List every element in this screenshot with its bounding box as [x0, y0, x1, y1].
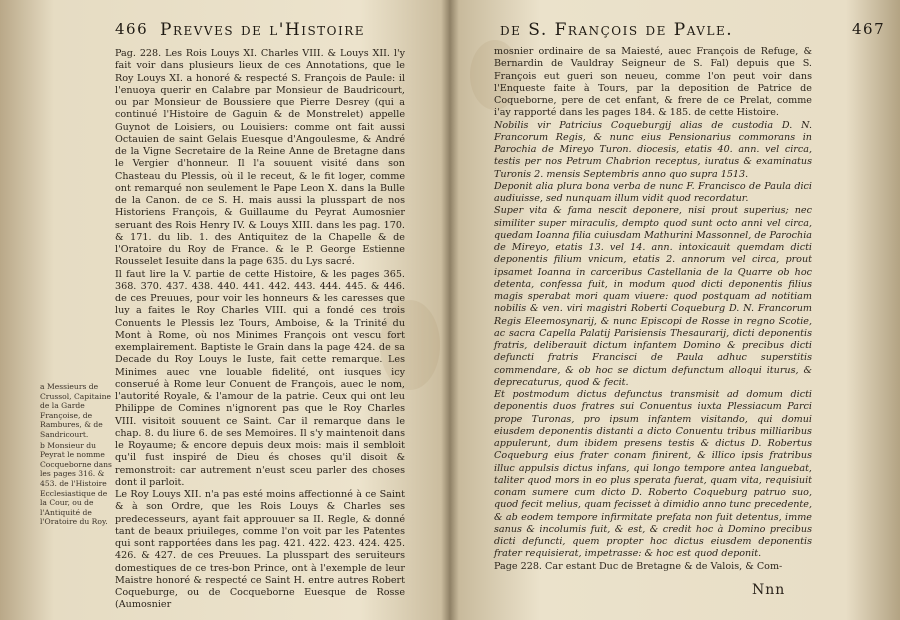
left-body-text: [115, 48, 405, 612]
running-head-left: Prevves de l'Histoire: [160, 20, 366, 40]
margin-note: b Monsieur du Peyrat le nomme Cocqueborne dans les pages 316. & 453. de l'Histoire Ecclesiastique de la Cour, ou de l'Antiquité de l'Oratoire du Roy.: [40, 440, 112, 527]
page-number-right: 467: [852, 20, 886, 38]
paragraph: Nobilis vir Patricius Coqueburgij alias de custodia D. N. Francorum Regis, & nunc eius Pensionarius commorans in Parochia de Mireyo Turon. diocesis, etatis 40. ann. vel circa, testis per nos Petrum Chabrion receptus, iuratus & examinatus Turonis 2. mensis Septembris anno quo supra 1513.: [494, 119, 812, 180]
page-number-left: 466: [115, 20, 149, 38]
paragraph: Le Roy Louys XII. n'a pas esté moins affectionné à ce Saint & à son Ordre, que les Rois Louys & Charles ses predecesseurs, ayant fait approuuer sa II. Regle, & donné tant de beaux priuileges, comme l'on voit par les Patentes qui sont rapportées dans les pag. 421. 422. 423. 424. 425. 426. & 427. de ces Preuues. La plusspart des seruiteurs domestiques de ce tres-bon Prince, ont à l'exemple de leur Maistre honoré & respecté ce Saint H. entre autres Robert Coqueburge, ou de Cocqueborne Euesque de Rosse (Aumosnier: [115, 489, 405, 611]
paragraph: Pag. 228. Les Rois Louys XI. Charles VIII. & Louys XII. l'y fait voir dans plusieurs lieux de ces Annotations, que le Roy Louys XI. a honoré & respecté S. François de Paule: il l'enuoya querir en Calabre par Monsieur de Baudricourt, ou par Monsieur de Boussiere que Pierre Desrey (qui a continué l'Histoire de Gaguin & de Monstrelet) appelle Guynot de Loisiers, ou Louisiers: comme ont fait aussi Octauien de saint Gelais Euesque d'Angoulesme, & André de la Vigne Secretaire de la Reine Anne de Bretagne dans le Vergier d'honneur. Il l'a souuent visité dans son Chasteau du Plessis, où il le receut, & le fit loger, comme ont remarqué non seulement le Pape Leon X. dans la Bulle de la Canon. de ce S. H. mais aussi la plusspart de nos Historiens François, & Guillaume du Peyrat Aumosnier seruant des Rois Henry IV. & Louys XIII. dans les pag. 170. & 171. du lib. 1. des Antiquitez de la Chapelle & de l'Oratoire du Roy de France. & le P. George Estienne Rousselet Iesuite dans la page 635. du Lys sacré.: [115, 48, 405, 268]
paragraph: Super vita & fama nescit deponere, nisi prout superius; nec similiter super miraculis, dempto quod sunt octo anni vel circa, quedam Ioanna filia cuiusdam Mathurini Massonnel, de Parochia de Mireyo, etatis 13. vel 14. ann. intoxicauit quemdam dicti deponentis filium vnicum, etatis 2. annorum vel circa, prout ipsamet Ioanna in carceribus Castellania de la Quarre ob hoc detenta, confessa fuit, in modum quod dicti deponentis filius magis sperabat mori quam viuere: quod postquam ad notitiam nobilis & ven. viri magistri Roberti Coqueburg D. N. Francorum Regis Eleemosynarij, & nunc Episcopi de Rosse in regno Scotie, ac sacra Capella Palatij Parisiensis Thesaurarij, dicti deponentis fratris, deliberauit dictum infantem Domino & precibus dicti defuncti fratris Francisci de Paula adhuc superstitis commendare, & ob hoc se dictum defunctum alloqui iturus, & deprecaturus, quod & fecit.: [494, 205, 812, 388]
signature-mark: Nnn: [752, 582, 786, 598]
left-page: [0, 0, 448, 620]
paragraph: Il faut lire la V. partie de cette Histoire, & les pages 365. 368. 370. 437. 438. 440. 441. 442. 443. 444. 445. & 446. de ces Preuues, pour voir les honneurs & les caresses que luy a faites le Roy Charles VIII. qui a fondé ces trois Conuents le Plessis lez Tours, Amboise, & la Trinité du Mont à Rome, où nos Minimes François ont vescu fort exemplairement. Baptiste le Grain dans la page 424. de sa Decade du Roy Louys le Iuste, fait cette remarque. Les Minimes auec vne louable fidelité, ont iusques icy conserué à Rome leur Conuent de François, auec le nom, l'autorité Royale, & l'amour de la patrie. Ceux qui ont leu Philippe de Comines n'ignorent pas que le Roy Charles VIII. visitoit souuent ce Saint. Car il remarque dans le chap. 8. du liure 6. de ses Memoires. Il s'y maintenoit dans le Royaume; & encore depuis deux mois: mais il sembloit qu'il fust inspiré de Dieu és choses qu'il disoit & remonstroit: car autrement n'eust sceu parler des choses dont il parloit.: [115, 268, 405, 488]
right-body-text: [494, 46, 812, 573]
marginal-notes: [40, 382, 114, 528]
paragraph: Deponit alia plura bona verba de nunc F. Francisco de Paula dici audiuisse, sed nunquam illum vidit quod recordatur.: [494, 180, 812, 204]
paragraph: Page 228. Car estant Duc de Bretagne & de Valois, & Com-: [494, 560, 783, 572]
margin-note: a Messieurs de Crussol, Capitaine de la Garde Françoise, de Rambures, & de Sandricourt.: [40, 382, 111, 439]
paragraph: Et postmodum dictus defunctus transmisit ad domum dicti deponentis duos fratres sui Conuentus iuxta Plessiacum Parci prope Turonas, pro ipsum infantem visitando, qui domui eiusdem deponentis distanti a dicto Conuentu tribus milliaribus appulerunt, dum ibidem presens testis & dictus D. Robertus Coqueburg eius frater conam finirent, & illico ipsis fratribus illuc appulsis dictus infans, qui longo tempore antea languebat, taliter quod mors in eo plus sperata fuerat, quam vita, requisiuit conam sumere cum dicto D. Roberto Coqueburg patruo suo, quod fecit melius, quam fecisset à dimidio anno tunc precedente, & ab eodem tempore infirmitate prefata non fuit detentus, imme sanus & incolumis fuit, & est, & credit hoc à Domino precibus dicti defuncti, quem propter hoc dictus eiusdem deponentis frater requisierat, impetrasse: & hoc est quod deponit.: [494, 389, 813, 560]
right-page: [452, 0, 900, 620]
running-head-right: de S. François de Pavle.: [500, 20, 734, 40]
paragraph: mosnier ordinaire de sa Maiesté, auec François de Refuge, & Bernardin de Vauldray Seigneur de S. Fal) depuis que S. François eut gueri son neueu, comme l'on peut voir dans l'Enqueste faite à Tours, par la deposition de Patrice de Coqueborne, pere de cet enfant, & frere de ce Prelat, comme i'ay rapporté dans les pages 184. & 185. de cette Histoire.: [494, 46, 812, 119]
